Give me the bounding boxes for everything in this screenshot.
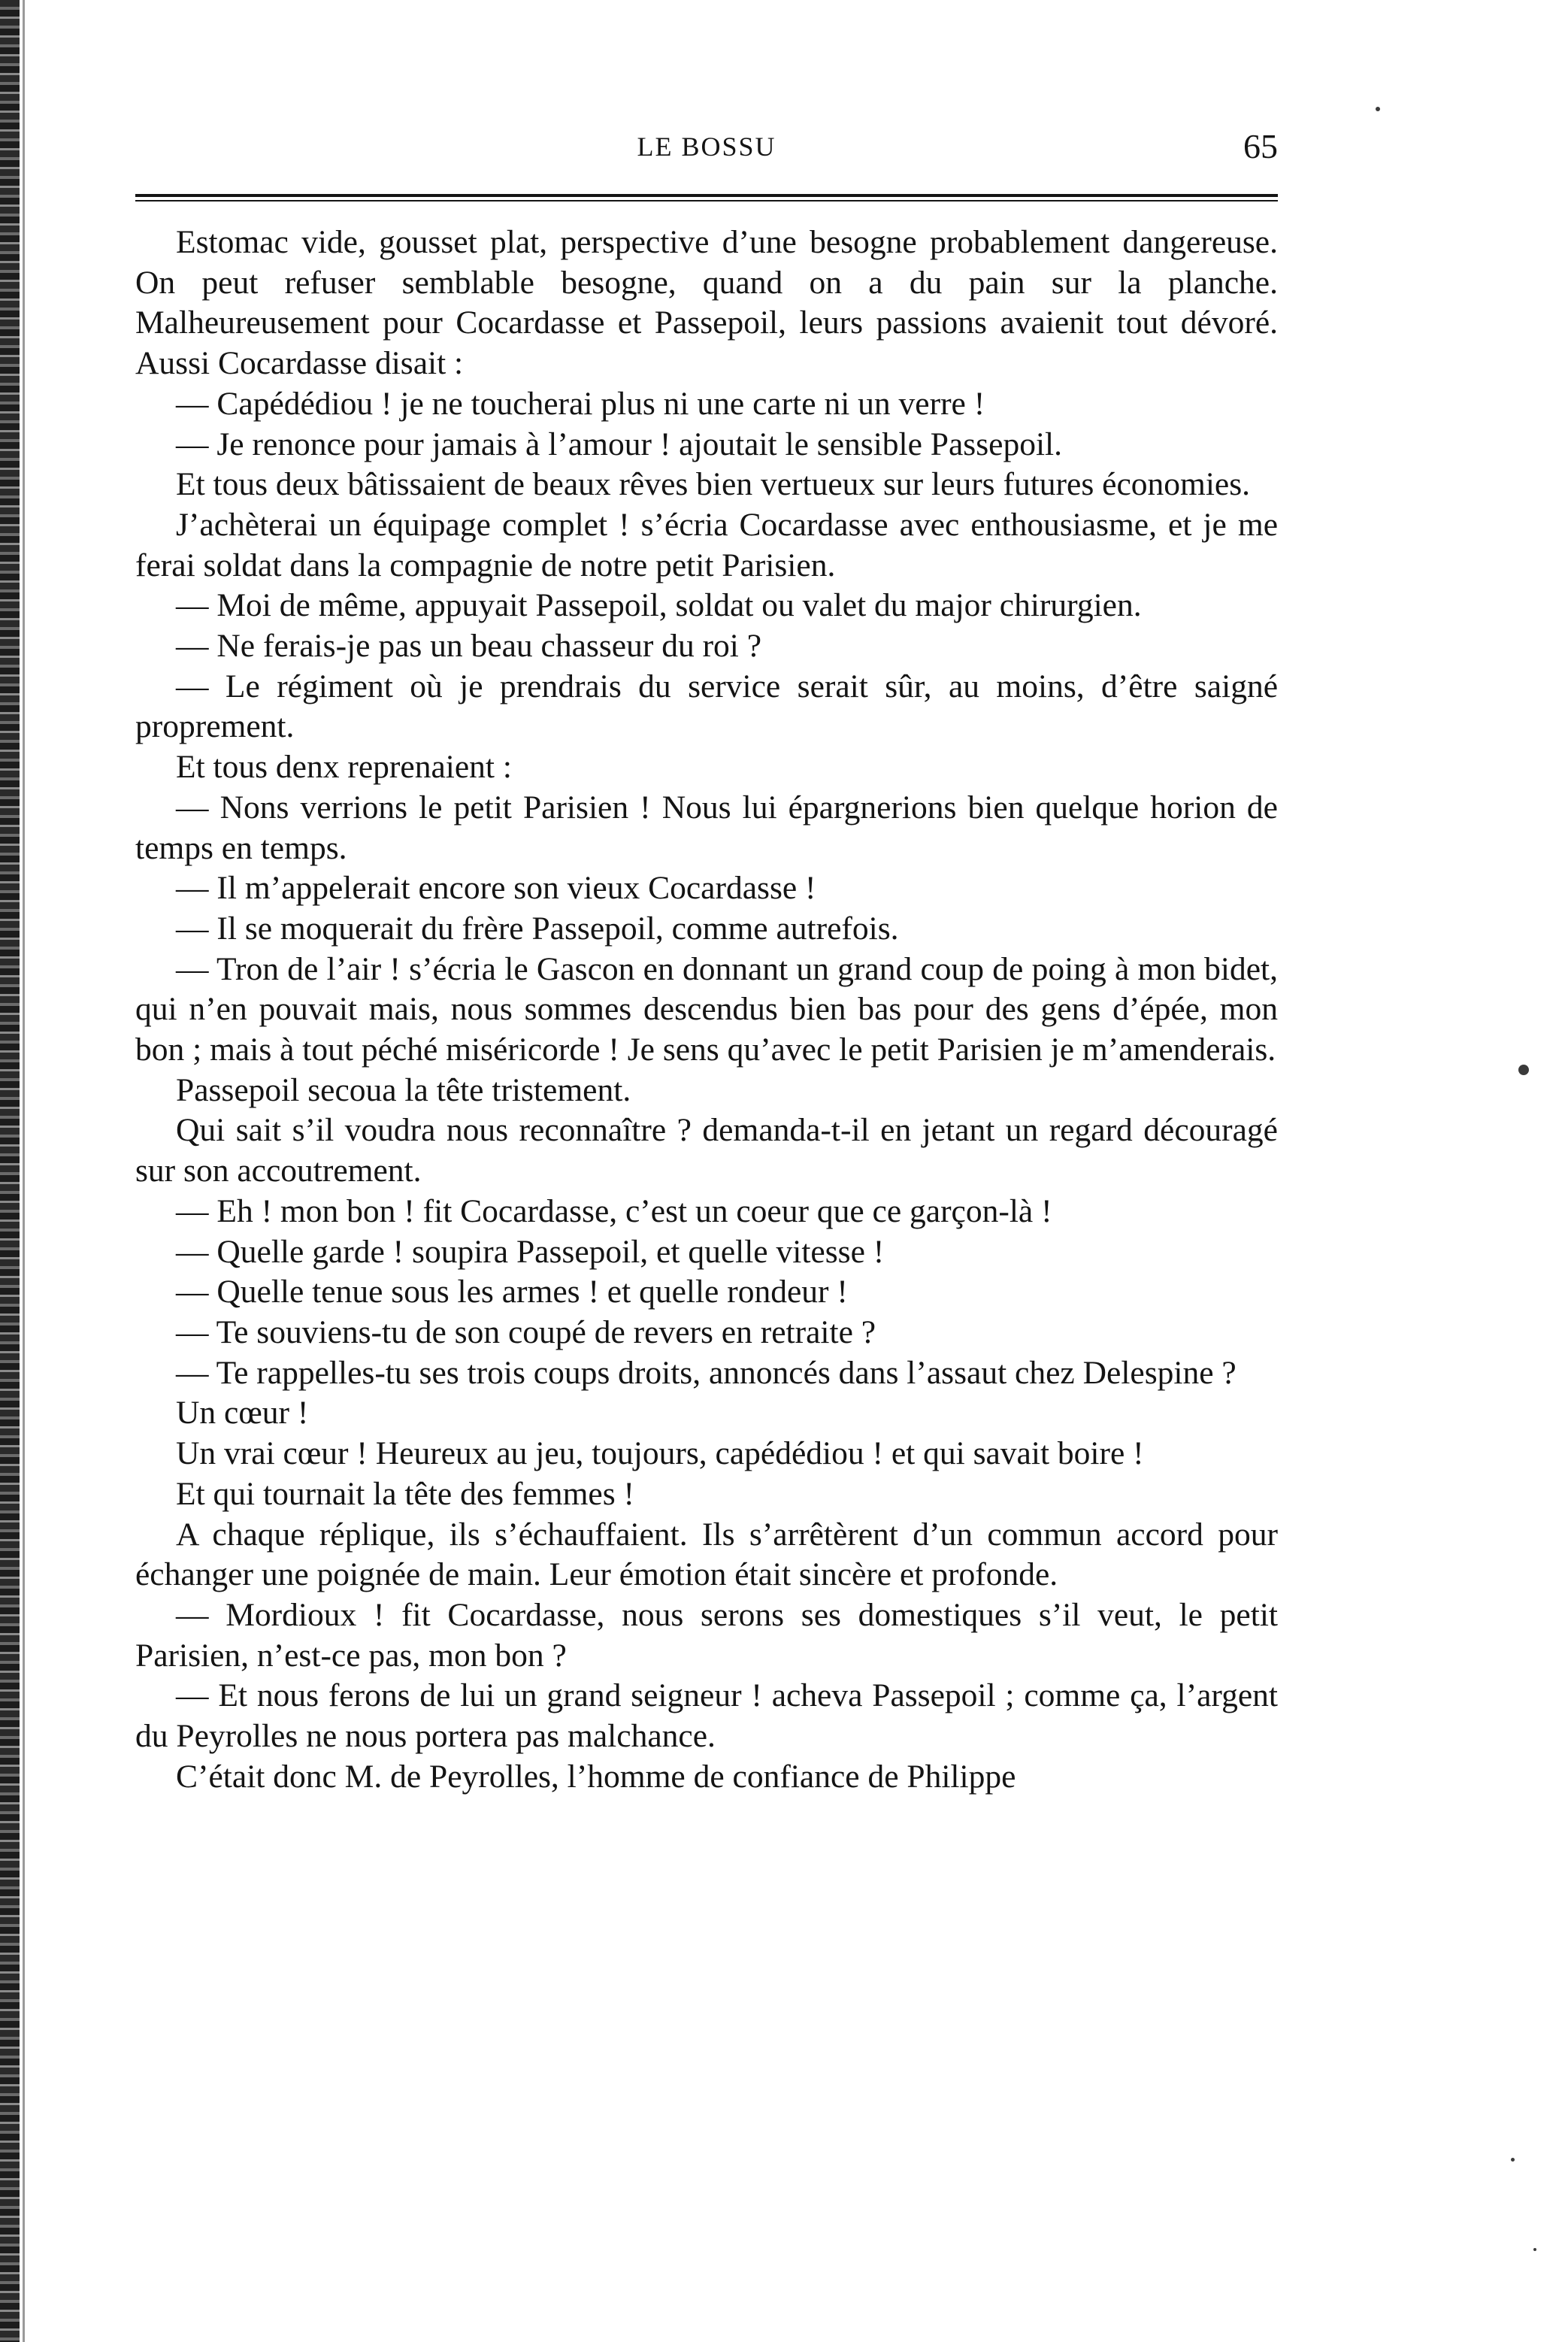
paragraph: — Je renonce pour jamais à l’amour ! ajoutait le sensible Passepoil. — [176, 426, 1063, 462]
paragraph: Et tous denx reprenaient : — [176, 749, 512, 786]
paragraph: — Ne ferais-je pas un beau chasseur du roi ? — [176, 628, 762, 665]
paragraph: — Te rappelles-tu ses trois coups droits, annoncés dans l’assaut chez Delespine ? — [176, 1354, 1237, 1391]
paragraph: Estomac vide, gousset plat, perspective d’une besogne probablement dangereuse. On peut refuser semblable besogne, quand on a du pain sur la planche. Malheureusement pour Cocardasse et Passepoil, leurs passions avaienit tout dévoré. Aussi Cocardasse disait : — [135, 224, 1278, 382]
book-binding-edge — [0, 0, 20, 2342]
paragraph: — Tron de l’air ! s’écria le Gascon en donnant un grand coup de poing à mon bidet, qui n’en pouvait mais, nous sommes descendus bien bas pour des gens d’épée, mon bon ; mais à tout péché miséricorde ! Je sens qu’avec le petit Parisien je m’amenderais. — [135, 950, 1278, 1068]
ink-speck — [1533, 2248, 1536, 2251]
paragraph: J’achèterai un équipage complet ! s’écria Cocardasse avec enthousiasme, et je me ferai soldat dans la compagnie de notre petit Parisien. — [135, 506, 1278, 583]
header-rule-thick — [135, 194, 1278, 197]
paragraph: — Mordioux ! fit Cocardasse, nous serons ses domestiques s’il veut, le petit Parisien, n’est-ce pas, mon bon ? — [135, 1596, 1278, 1674]
paragraph: — Il m’appelerait encore son vieux Cocardasse ! — [176, 870, 816, 907]
binding-shadow-line — [23, 0, 25, 2342]
body-text — [135, 223, 1278, 1797]
paragraph: Et tous deux bâtissaient de beaux rêves bien vertueux sur leurs futures économies. — [176, 466, 1251, 503]
paragraph: — Le régiment où je prendrais du service serait sûr, au moins, d’être saigné proprement. — [135, 668, 1278, 745]
paragraph: — Et nous ferons de lui un grand seigneur ! acheva Passepoil ; comme ça, l’argent du Peyrolles ne nous portera pas malchance. — [135, 1677, 1278, 1755]
paragraph: — Nons verrions le petit Parisien ! Nous lui épargnerions bien quelque horion de temps en temps. — [135, 789, 1278, 866]
paragraph: — Quelle garde ! soupira Passepoil, et quelle vitesse ! — [176, 1233, 885, 1270]
paragraph: Un cœur ! — [176, 1395, 309, 1432]
paragraph: C’était donc M. de Peyrolles, l’homme de confiance de Philippe — [176, 1758, 1016, 1795]
page-number: 65 — [1243, 127, 1278, 165]
running-title: LE BOSSU — [637, 132, 776, 162]
paragraph: — Capédédiou ! je ne toucherai plus ni une carte ni un verre ! — [176, 385, 985, 422]
paragraph: Et qui tournait la tête des femmes ! — [176, 1475, 635, 1512]
paragraph: Qui sait s’il voudra nous reconnaître ? demanda-t-il en jetant un regard découragé sur son accoutrement. — [135, 1112, 1278, 1189]
paragraph: — Quelle tenue sous les armes ! et quelle rondeur ! — [176, 1274, 848, 1310]
paragraph: Un vrai cœur ! Heureux au jeu, toujours, capédédiou ! et qui savait boire ! — [176, 1435, 1144, 1472]
header-rule-thin — [135, 200, 1278, 201]
paragraph: — Il se moquerait du frère Passepoil, comme autrefois. — [176, 910, 899, 947]
paragraph: A chaque réplique, ils s’échauffaient. Ils s’arrêtèrent d’un commun accord pour échanger une poignée de main. Leur émotion était sincère et profonde. — [135, 1516, 1278, 1593]
page-header — [135, 126, 1278, 171]
paragraph: Passepoil secoua la tête tristement. — [176, 1071, 631, 1108]
paragraph: — Moi de même, appuyait Passepoil, soldat ou valet du major chirurgien. — [176, 587, 1142, 624]
ink-speck — [1511, 2158, 1515, 2162]
paragraph: — Eh ! mon bon ! fit Cocardasse, c’est un coeur que ce garçon-là ! — [176, 1192, 1052, 1229]
ink-speck — [1376, 107, 1380, 111]
paragraph: — Te souviens-tu de son coupé de revers en retraite ? — [176, 1313, 876, 1350]
ink-speck — [1518, 1065, 1529, 1075]
